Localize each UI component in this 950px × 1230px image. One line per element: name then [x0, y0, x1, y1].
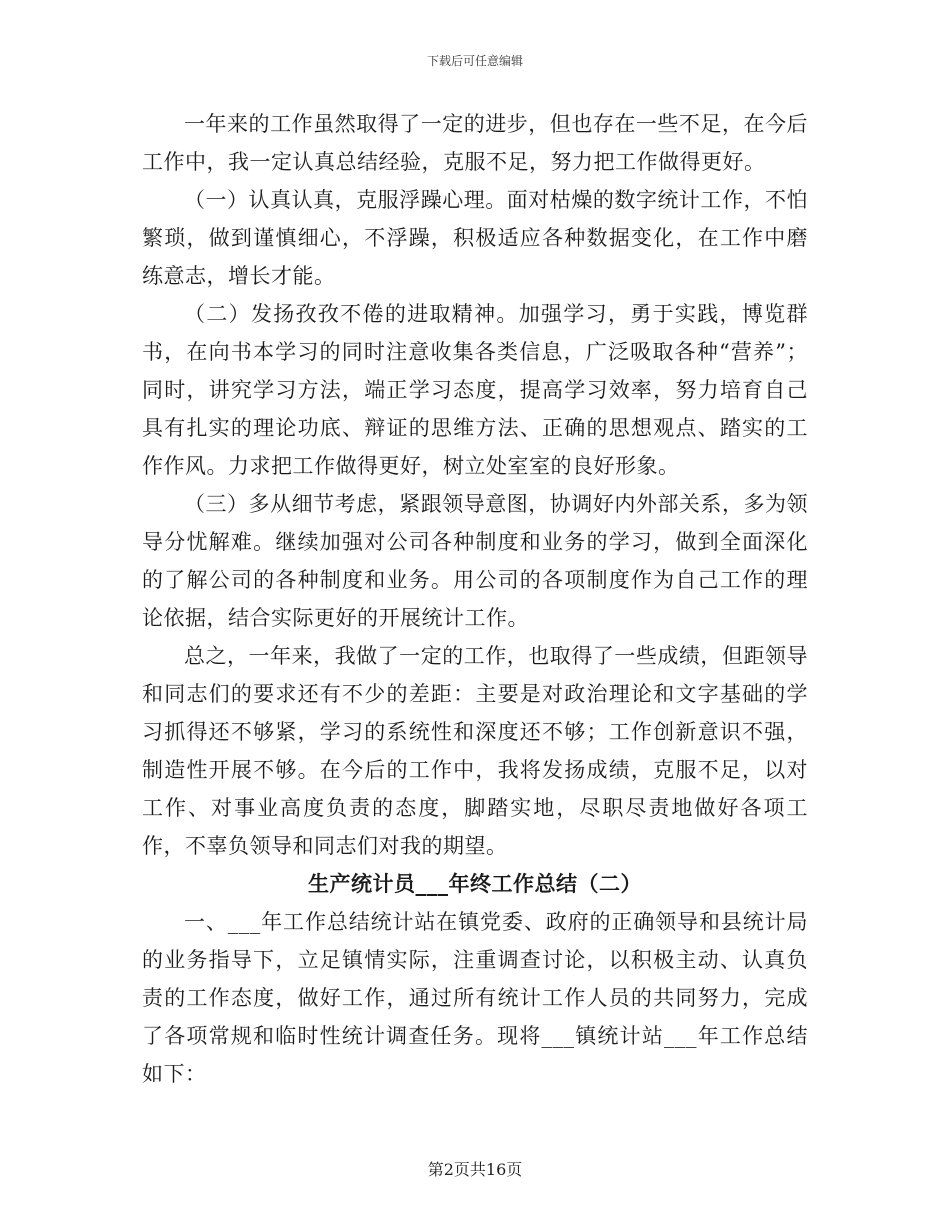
page-header: 下载后可任意编辑: [426, 54, 523, 68]
paragraph-summary-intro: 一年来的工作虽然取得了一定的进步，但也存在一些不足，在今后工作中，我一定认真总结经验，克服不足，努力把工作做得更好。: [142, 112, 808, 174]
page-number: 第2页共16页: [427, 1160, 523, 1179]
paragraph-point-one: （一）认真认真，克服浮躁心理。面对枯燥的数字统计工作，不怕繁琐，做到谨慎细心，不浮躁，积极适应各种数据变化，在工作中磨练意志，增长才能。: [142, 188, 808, 288]
paragraph-point-three: （三）多从细节考虑，紧跟领导意图，协调好内外部关系，多为领导分忧解难。继续加强对公司各种制度和业务的学习，做到全面深化的了解公司的各种制度和业务。用公司的各项制度作为自己工作的理论依据，结合实际更好的开展统计工作。: [142, 492, 808, 630]
document-body: [142, 105, 808, 1093]
section-title: 生产统计员___年终工作总结（二）: [308, 871, 642, 896]
paragraph-point-two: （二）发扬孜孜不倦的进取精神。加强学习，勇于实践，博览群书，在向书本学习的同时注意收集各类信息，广泛吸取各种“营养”；同时，讲究学习方法，端正学习态度，提高学习效率，努力培育自己具有扎实的理论功底、辩证的思维方法、正确的思想观点、踏实的工作作风。力求把工作做得更好，树立处室室的良好形象。: [142, 302, 808, 478]
paragraph-conclusion: 总之，一年来，我做了一定的工作，也取得了一些成绩，但距领导和同志们的要求还有不少的差距：主要是对政治理论和文字基础的学习抓得还不够紧，学习的系统性和深度还不够；工作创新意识不强，制造性开展不够。在今后的工作中，我将发扬成绩，克服不足，以对工作、对事业高度负责的态度，脚踏实地，尽职尽责地做好各项工作，不辜负领导和同志们对我的期望。: [142, 644, 808, 858]
paragraph-section-intro: 一、___年工作总结统计站在镇党委、政府的正确领导和县统计局的业务指导下，立足镇情实际，注重调查讨论，以积极主动、认真负责的工作态度，做好工作，通过所有统计工作人员的共同努力，完成了各项常规和临时性统计调查任务。现将___镇统计站___年工作总结如下：: [142, 910, 808, 1086]
